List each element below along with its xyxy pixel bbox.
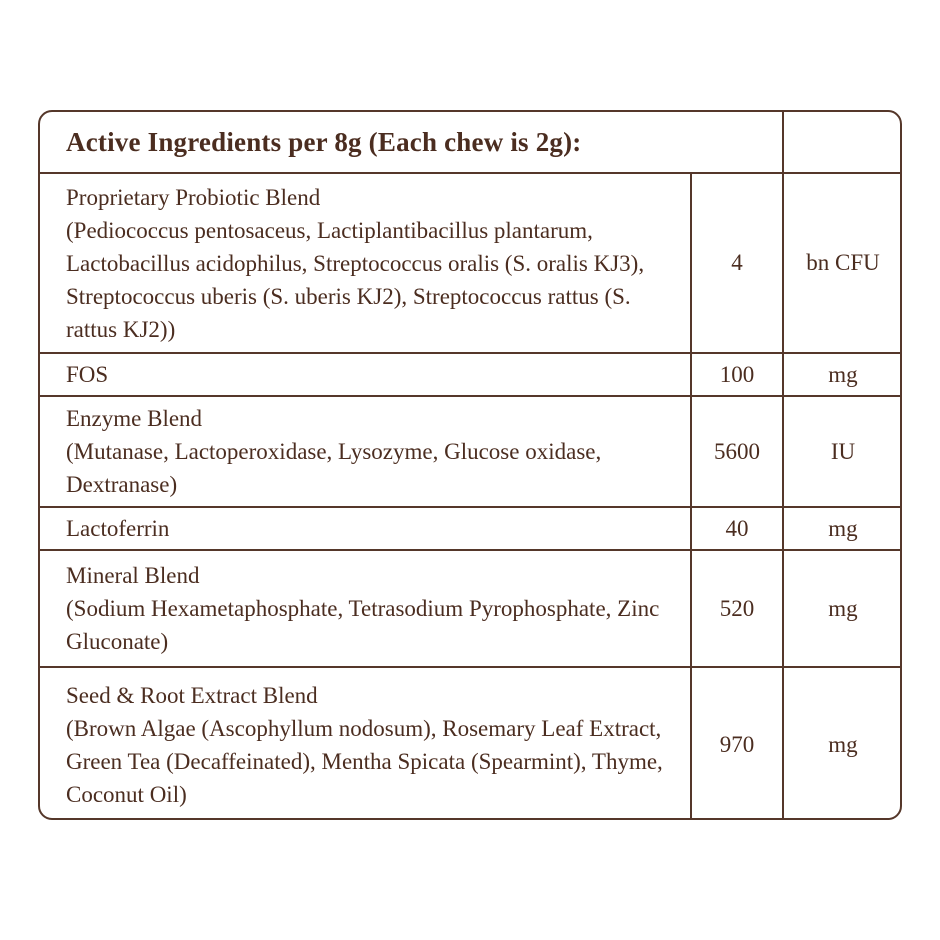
ingredient-value: 4 xyxy=(691,173,783,353)
ingredient-name-cell xyxy=(39,353,691,396)
ingredient-detail: (Mutanase, Lactoperoxidase, Lysozyme, Glucose oxidase, Dextranase) xyxy=(66,439,602,497)
ingredient-name: Enzyme Blend xyxy=(66,406,203,431)
ingredient-value: 40 xyxy=(691,507,783,550)
table-row xyxy=(39,396,902,507)
ingredient-name: FOS xyxy=(66,362,109,387)
ingredient-name-cell xyxy=(39,173,691,353)
ingredient-value: 970 xyxy=(691,667,783,820)
ingredient-unit: mg xyxy=(783,550,902,667)
table-row xyxy=(39,550,902,667)
ingredient-name: Proprietary Probiotic Blend xyxy=(66,184,321,210)
table-row xyxy=(39,667,902,820)
ingredient-unit: mg xyxy=(783,507,902,550)
ingredient-name-cell xyxy=(39,550,691,667)
ingredient-name-cell xyxy=(39,507,691,550)
ingredient-detail: (Sodium Hexametaphosphate, Tetrasodium Pyrophosphate, Zinc Gluconate) xyxy=(66,596,660,654)
ingredient-detail: (Pediococcus pentosaceus, Lactiplantibacillus plantarum, Lactobacillus acidophilus, Streptococcus oralis (S. oralis KJ3), Streptococcus uberis (S. uberis KJ2), Streptococcus rattus (S. rattus KJ2)) xyxy=(66,217,645,342)
ingredient-name: Seed & Root Extract Blend xyxy=(66,682,318,708)
ingredient-value: 5600 xyxy=(691,396,783,507)
ingredient-detail: (Brown Algae (Ascophyllum nodosum), Rosemary Leaf Extract, Green Tea (Decaffeinated), Mentha Spicata (Spearmint), Thyme, Coconut Oil) xyxy=(66,715,663,807)
table-row xyxy=(39,507,902,550)
table-row xyxy=(39,353,902,396)
ingredient-unit: mg xyxy=(783,667,902,820)
ingredient-value: 100 xyxy=(691,353,783,396)
ingredient-name-cell xyxy=(39,396,691,507)
active-ingredients-table xyxy=(38,110,902,820)
table-header-title: Active Ingredients per 8g (Each chew is 2g): xyxy=(39,111,783,173)
table-header-row xyxy=(39,111,902,173)
table-header-empty-cell xyxy=(783,111,902,173)
ingredient-unit: mg xyxy=(783,353,902,396)
ingredient-name: Mineral Blend xyxy=(66,563,200,588)
ingredient-unit: IU xyxy=(783,396,902,507)
ingredients-table xyxy=(38,110,902,820)
ingredient-value: 520 xyxy=(691,550,783,667)
ingredient-name-cell xyxy=(39,667,691,820)
ingredient-name: Lactoferrin xyxy=(66,516,170,541)
table-row xyxy=(39,173,902,353)
ingredient-unit: bn CFU xyxy=(783,173,902,353)
